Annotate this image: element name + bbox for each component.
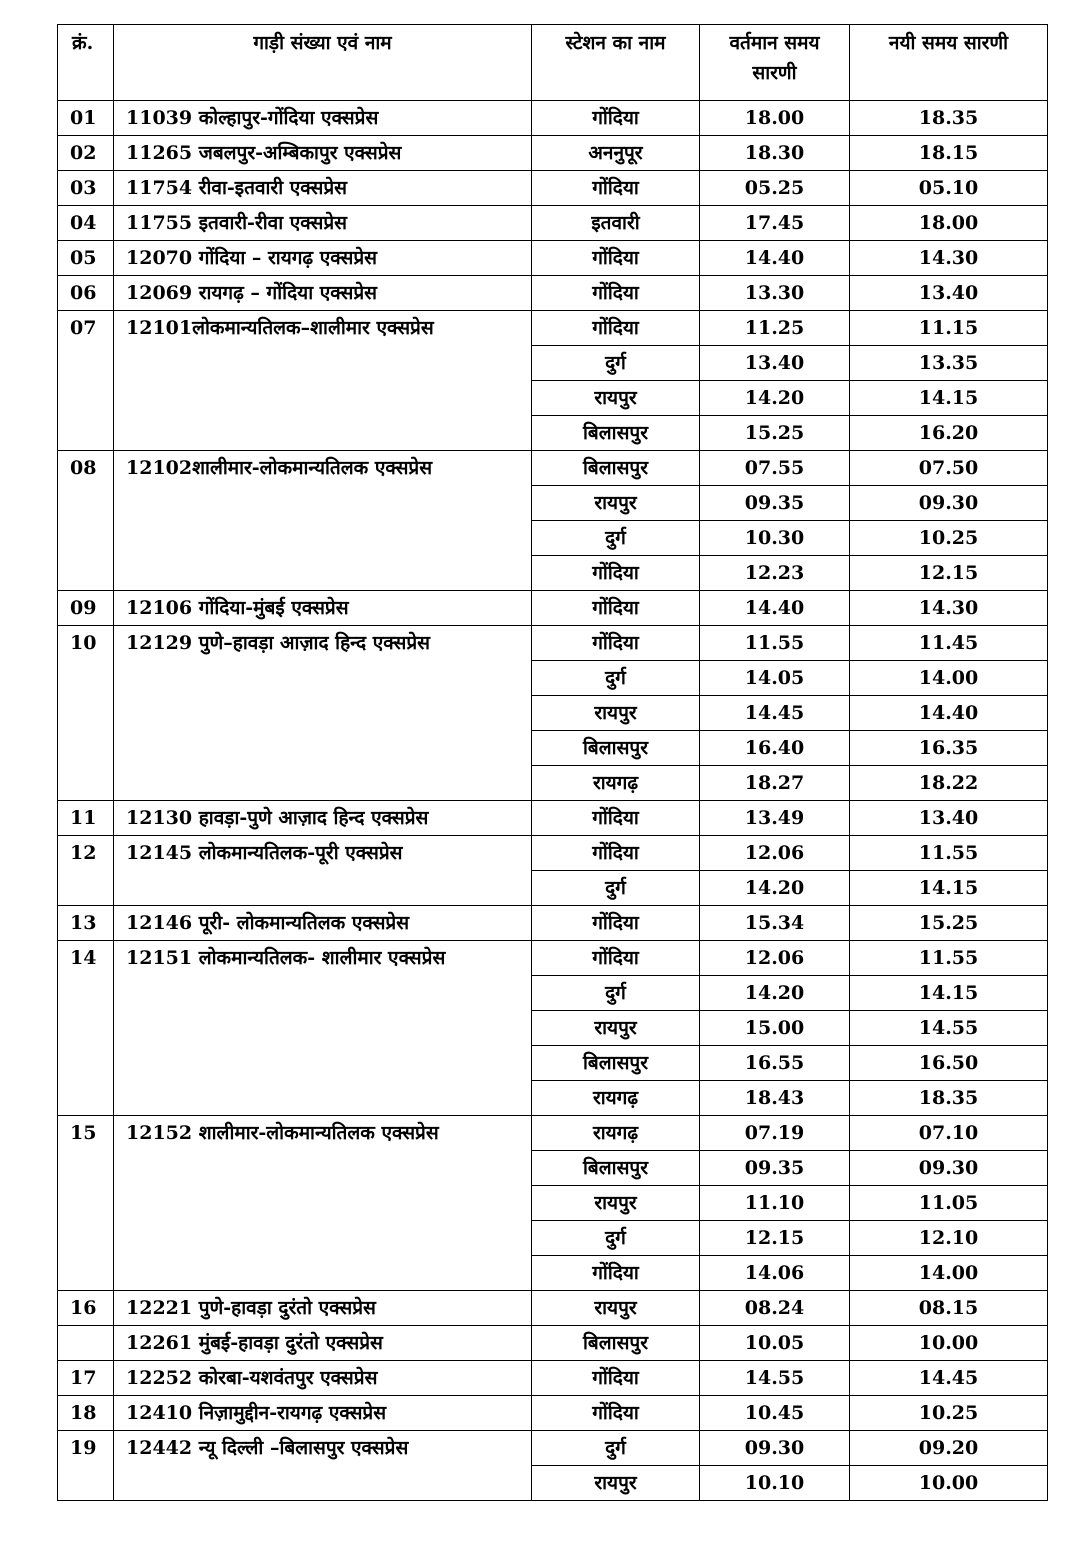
current-time: 05.25	[700, 171, 850, 206]
station-name: गोंदिया	[532, 591, 700, 626]
current-time: 14.40	[700, 241, 850, 276]
current-time: 15.00	[700, 1011, 850, 1046]
table-row	[58, 836, 1048, 871]
new-time: 15.25	[850, 906, 1048, 941]
current-time: 14.06	[700, 1256, 850, 1291]
serial-number: 17	[58, 1361, 114, 1396]
current-time: 13.40	[700, 346, 850, 381]
new-time: 18.22	[850, 766, 1048, 801]
current-time: 14.45	[700, 696, 850, 731]
new-time: 14.45	[850, 1361, 1048, 1396]
new-time: 14.15	[850, 381, 1048, 416]
new-time: 13.35	[850, 346, 1048, 381]
station-name: रायपुर	[532, 1186, 700, 1221]
table-row	[58, 311, 1048, 346]
current-time: 09.30	[700, 1431, 850, 1466]
new-time: 14.55	[850, 1011, 1048, 1046]
current-time: 10.10	[700, 1466, 850, 1501]
station-name: गोंदिया	[532, 101, 700, 136]
station-name: रायपुर	[532, 696, 700, 731]
serial-number: 15	[58, 1116, 114, 1291]
current-time: 17.45	[700, 206, 850, 241]
station-name: गोंदिया	[532, 276, 700, 311]
station-name: दुर्ग	[532, 871, 700, 906]
station-name: रायगढ़	[532, 1081, 700, 1116]
new-time: 14.40	[850, 696, 1048, 731]
train-name: 12152 शालीमार-लोकमान्यतिलक एक्सप्रेस	[114, 1116, 532, 1291]
table-row	[58, 801, 1048, 836]
station-name: इतवारी	[532, 206, 700, 241]
train-name: 11265 जबलपुर-अम्बिकापुर एक्सप्रेस	[114, 136, 532, 171]
current-time: 14.20	[700, 871, 850, 906]
station-name: गोंदिया	[532, 171, 700, 206]
new-time: 13.40	[850, 276, 1048, 311]
table-row	[58, 906, 1048, 941]
current-time: 07.19	[700, 1116, 850, 1151]
new-time: 10.00	[850, 1326, 1048, 1361]
current-time: 15.25	[700, 416, 850, 451]
serial-number: 13	[58, 906, 114, 941]
station-name: बिलासपुर	[532, 1046, 700, 1081]
serial-number: 09	[58, 591, 114, 626]
serial-number: 08	[58, 451, 114, 591]
table-row	[58, 941, 1048, 976]
train-name: 12410 निज़ामुद्दीन-रायगढ़ एक्सप्रेस	[114, 1396, 532, 1431]
station-name: गोंदिया	[532, 1361, 700, 1396]
station-name: रायपुर	[532, 381, 700, 416]
table-row	[58, 626, 1048, 661]
new-time: 09.30	[850, 486, 1048, 521]
station-name: गोंदिया	[532, 556, 700, 591]
new-time: 14.00	[850, 661, 1048, 696]
train-name: 12151 लोकमान्यतिलक- शालीमार एक्सप्रेस	[114, 941, 532, 1116]
new-time: 18.00	[850, 206, 1048, 241]
header-train: गाड़ी संख्या एवं नाम	[114, 25, 532, 101]
current-time: 14.20	[700, 381, 850, 416]
timetable-table	[57, 24, 1048, 1501]
new-time: 16.20	[850, 416, 1048, 451]
station-name: दुर्ग	[532, 521, 700, 556]
current-time: 13.30	[700, 276, 850, 311]
train-name: 12070 गोंदिया – रायगढ़ एक्सप्रेस	[114, 241, 532, 276]
new-time: 11.15	[850, 311, 1048, 346]
current-time: 10.30	[700, 521, 850, 556]
train-name: 12221 पुणे-हावड़ा दुरंतो एक्सप्रेस	[114, 1291, 532, 1326]
table-row	[58, 206, 1048, 241]
table-row	[58, 1291, 1048, 1326]
station-name: रायपुर	[532, 486, 700, 521]
current-time: 15.34	[700, 906, 850, 941]
header-new-time: नयी समय सारणी	[850, 25, 1048, 101]
station-name: गोंदिया	[532, 1256, 700, 1291]
serial-number: 16	[58, 1291, 114, 1326]
header-row	[58, 25, 1048, 101]
station-name: दुर्ग	[532, 1221, 700, 1256]
table-row	[58, 241, 1048, 276]
current-time: 18.00	[700, 101, 850, 136]
current-time: 18.43	[700, 1081, 850, 1116]
train-name: 12252 कोरबा-यशवंतपुर एक्सप्रेस	[114, 1361, 532, 1396]
serial-number: 10	[58, 626, 114, 801]
current-time: 16.40	[700, 731, 850, 766]
new-time: 11.05	[850, 1186, 1048, 1221]
train-name: 12145 लोकमान्यतिलक-पूरी एक्सप्रेस	[114, 836, 532, 906]
current-time: 11.10	[700, 1186, 850, 1221]
train-name: 11754 रीवा-इतवारी एक्सप्रेस	[114, 171, 532, 206]
station-name: दुर्ग	[532, 976, 700, 1011]
new-time: 16.35	[850, 731, 1048, 766]
new-time: 07.50	[850, 451, 1048, 486]
station-name: रायगढ़	[532, 1116, 700, 1151]
train-name: 12101लोकमान्यतिलक–शालीमार एक्सप्रेस	[114, 311, 532, 451]
train-name: 12069 रायगढ़ – गोंदिया एक्सप्रेस	[114, 276, 532, 311]
table-row	[58, 171, 1048, 206]
new-time: 12.10	[850, 1221, 1048, 1256]
header-serial: क्रं.	[58, 25, 114, 101]
table-row	[58, 1431, 1048, 1466]
serial-number: 11	[58, 801, 114, 836]
station-name: रायपुर	[532, 1291, 700, 1326]
table-row	[58, 451, 1048, 486]
header-current-time-text: वर्तमान समय सारणी	[729, 32, 820, 84]
current-time: 14.55	[700, 1361, 850, 1396]
new-time: 12.15	[850, 556, 1048, 591]
current-time: 16.55	[700, 1046, 850, 1081]
station-name: बिलासपुर	[532, 451, 700, 486]
serial-number: 18	[58, 1396, 114, 1431]
station-name: अननुपूर	[532, 136, 700, 171]
serial-number	[58, 1326, 114, 1361]
current-time: 12.06	[700, 941, 850, 976]
station-name: गोंदिया	[532, 311, 700, 346]
station-name: बिलासपुर	[532, 416, 700, 451]
current-time: 07.55	[700, 451, 850, 486]
table-row	[58, 101, 1048, 136]
new-time: 18.15	[850, 136, 1048, 171]
header-station: स्टेशन का नाम	[532, 25, 700, 101]
current-time: 14.40	[700, 591, 850, 626]
table-row	[58, 591, 1048, 626]
new-time: 09.20	[850, 1431, 1048, 1466]
station-name: गोंदिया	[532, 906, 700, 941]
current-time: 11.55	[700, 626, 850, 661]
station-name: दुर्ग	[532, 661, 700, 696]
new-time: 18.35	[850, 101, 1048, 136]
new-time: 10.25	[850, 521, 1048, 556]
current-time: 08.24	[700, 1291, 850, 1326]
current-time: 13.49	[700, 801, 850, 836]
new-time: 13.40	[850, 801, 1048, 836]
train-name: 12129 पुणे–हावड़ा आज़ाद हिन्द एक्सप्रेस	[114, 626, 532, 801]
new-time: 18.35	[850, 1081, 1048, 1116]
table-row	[58, 1326, 1048, 1361]
table-row	[58, 276, 1048, 311]
serial-number: 07	[58, 311, 114, 451]
current-time: 12.15	[700, 1221, 850, 1256]
current-time: 18.27	[700, 766, 850, 801]
new-time: 14.00	[850, 1256, 1048, 1291]
train-name: 12102शालीमार-लोकमान्यतिलक एक्सप्रेस	[114, 451, 532, 591]
table-row	[58, 1361, 1048, 1396]
current-time: 11.25	[700, 311, 850, 346]
table-row	[58, 1396, 1048, 1431]
train-name: 12442 न्यू दिल्ली –बिलासपुर एक्सप्रेस	[114, 1431, 532, 1501]
current-time: 12.06	[700, 836, 850, 871]
current-time: 14.05	[700, 661, 850, 696]
serial-number: 12	[58, 836, 114, 906]
station-name: गोंदिया	[532, 941, 700, 976]
train-name: 11039 कोल्हापुर-गोंदिया एक्सप्रेस	[114, 101, 532, 136]
current-time: 10.05	[700, 1326, 850, 1361]
serial-number: 05	[58, 241, 114, 276]
train-name: 12146 पूरी- लोकमान्यतिलक एक्सप्रेस	[114, 906, 532, 941]
station-name: बिलासपुर	[532, 1151, 700, 1186]
station-name: गोंदिया	[532, 1396, 700, 1431]
station-name: गोंदिया	[532, 801, 700, 836]
current-time: 09.35	[700, 486, 850, 521]
timetable-document	[57, 24, 1047, 1501]
serial-number: 01	[58, 101, 114, 136]
serial-number: 04	[58, 206, 114, 241]
new-time: 09.30	[850, 1151, 1048, 1186]
new-time: 16.50	[850, 1046, 1048, 1081]
timetable-body	[58, 101, 1048, 1501]
table-row	[58, 136, 1048, 171]
serial-number: 06	[58, 276, 114, 311]
new-time: 11.45	[850, 626, 1048, 661]
serial-number: 02	[58, 136, 114, 171]
table-row	[58, 1116, 1048, 1151]
current-time: 12.23	[700, 556, 850, 591]
serial-number: 14	[58, 941, 114, 1116]
current-time: 18.30	[700, 136, 850, 171]
station-name: गोंदिया	[532, 836, 700, 871]
station-name: गोंदिया	[532, 626, 700, 661]
new-time: 10.25	[850, 1396, 1048, 1431]
header-current-time	[700, 25, 850, 101]
serial-number: 19	[58, 1431, 114, 1501]
new-time: 08.15	[850, 1291, 1048, 1326]
current-time: 14.20	[700, 976, 850, 1011]
current-time: 09.35	[700, 1151, 850, 1186]
new-time: 14.15	[850, 976, 1048, 1011]
new-time: 10.00	[850, 1466, 1048, 1501]
new-time: 07.10	[850, 1116, 1048, 1151]
train-name: 12261 मुंबई-हावड़ा दुरंतो एक्सप्रेस	[114, 1326, 532, 1361]
station-name: बिलासपुर	[532, 1326, 700, 1361]
train-name: 12130 हावड़ा-पुणे आज़ाद हिन्द एक्सप्रेस	[114, 801, 532, 836]
station-name: दुर्ग	[532, 1431, 700, 1466]
station-name: दुर्ग	[532, 346, 700, 381]
station-name: रायगढ़	[532, 766, 700, 801]
station-name: रायपुर	[532, 1466, 700, 1501]
new-time: 14.30	[850, 591, 1048, 626]
station-name: गोंदिया	[532, 241, 700, 276]
new-time: 11.55	[850, 941, 1048, 976]
serial-number: 03	[58, 171, 114, 206]
new-time: 11.55	[850, 836, 1048, 871]
station-name: रायपुर	[532, 1011, 700, 1046]
current-time: 10.45	[700, 1396, 850, 1431]
train-name: 11755 इतवारी-रीवा एक्सप्रेस	[114, 206, 532, 241]
train-name: 12106 गोंदिया-मुंबई एक्सप्रेस	[114, 591, 532, 626]
station-name: बिलासपुर	[532, 731, 700, 766]
new-time: 05.10	[850, 171, 1048, 206]
new-time: 14.30	[850, 241, 1048, 276]
new-time: 14.15	[850, 871, 1048, 906]
